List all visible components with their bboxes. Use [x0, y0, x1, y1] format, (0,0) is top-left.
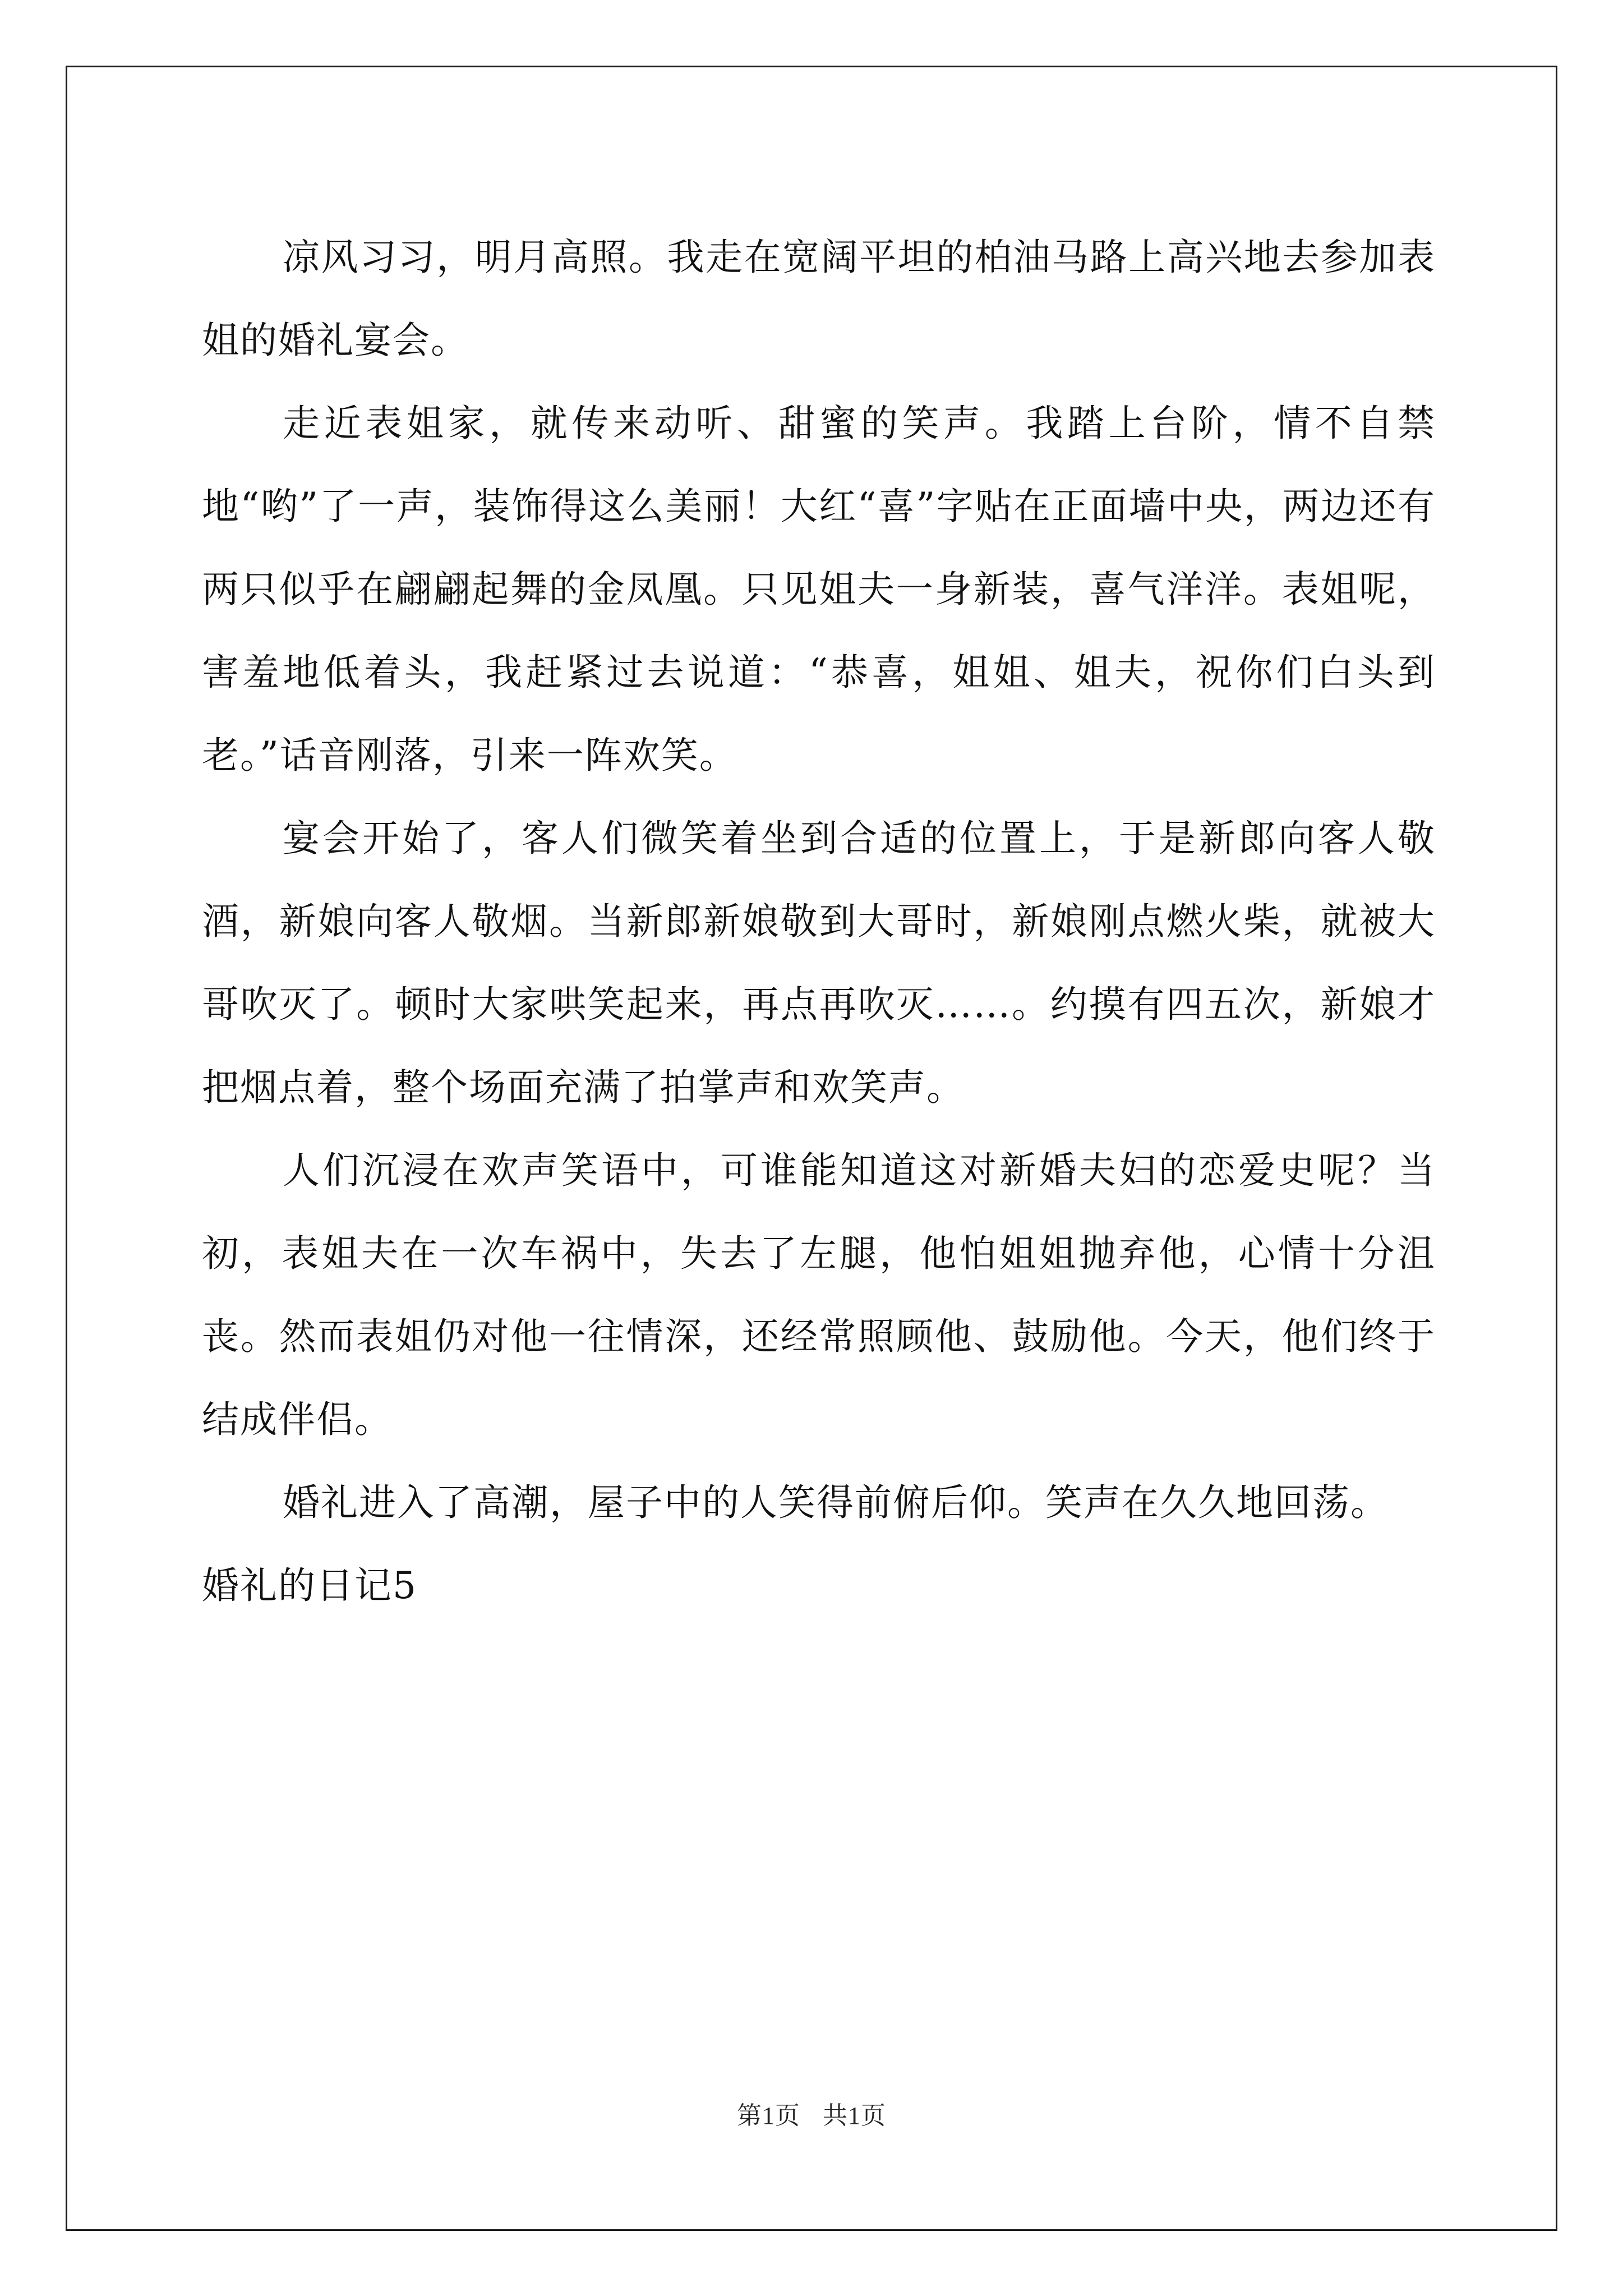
- paragraph-4: 人们沉浸在欢声笑语中，可谁能知道这对新婚夫妇的恋爱史呢？当初，表姐夫在一次车祸中，失去了左腿，他怕姐姐抛弃他，心情十分沮丧。然而表姐仍对他一往情深，还经常照顾他、鼓励他。今天，他们终于结成伴侣。: [202, 1149, 1436, 1441]
- paragraph-2: 走近表姐家，就传来动听、甜蜜的笑声。我踏上台阶，情不自禁地“哟”了一声，装饰得这么美丽！大红“喜”字贴在正面墙中央，两边还有两只似乎在翩翩起舞的金凤凰。只见姐夫一身新装，喜气洋洋。表姐呢，害羞地低着头，我赶紧过去说道：“恭喜，姐姐、姐夫，祝你们白头到老。”话音刚落，引来一阵欢笑。: [202, 402, 1436, 777]
- paragraph-5: 婚礼进入了高潮，屋子中的人笑得前俯后仰。笑声在久久地回荡。: [283, 1481, 1389, 1524]
- next-article-heading: 婚礼的日记5: [202, 1564, 417, 1607]
- document-body: [202, 216, 1436, 1627]
- page-number-total: 共1页: [823, 2102, 886, 2129]
- page-footer: [0, 2095, 1623, 2131]
- page-number-current: 第1页: [737, 2102, 800, 2129]
- paragraph-3: 宴会开始了，客人们微笑着坐到合适的位置上，于是新郎向客人敬酒，新娘向客人敬烟。当新郎新娘敬到大哥时，新娘刚点燃火柴，就被大哥吹灭了。顿时大家哄笑起来，再点再吹灭……。约摸有四五次，新娘才把烟点着，整个场面充满了拍掌声和欢笑声。: [202, 817, 1436, 1109]
- paragraph-1: 凉风习习，明月高照。我走在宽阔平坦的柏油马路上高兴地去参加表姐的婚礼宴会。: [202, 236, 1436, 362]
